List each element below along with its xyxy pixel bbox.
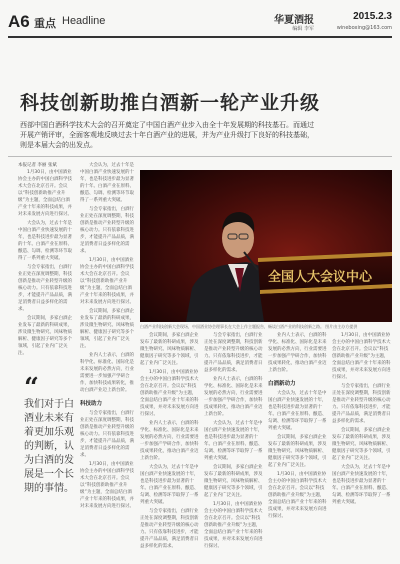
body-paragraph: 1月30日，由中国酒业协会主办的中国白酒科学技术大会在北京召开。会议以“科技创新助推产业升级”为主题，全面总结白酒产业十年来的科技成果，并对未来发展方向进行探讨。 [332,333,391,380]
article-lead: 西部中国白酒科学技术大会的召开奠定了中国白酒产业步入由全十年发展期的科技基石。而通过开展产销评审，全面客观地反映过去十年白酒产业的进展，并为产业升级打下良好的科技基础，则是本届大会的出发点。 [20,121,314,149]
body-paragraph: 业内人士表示，白酒的科学化、标准化、国际化是未来发展的必然方向，行业需要进一步加强产学研合作，加快科技成果转化，推动白酒产业迈上新台阶。 [140,421,199,461]
body-paragraph: 业内人士表示，白酒的科学化、标准化、国际化是未来发展的必然方向，行业需要进一步加强产学研合作，加快科技成果转化，推动白酒产业迈上新台阶。 [80,353,134,393]
body-paragraph: 与会专家指出，白酒行业正处在深度调整期，科技创新是推动产业转型升级的核心动力。只有依靠科技进步，才能提升产品品质，满足消费者日益多样化的需求。 [80,411,134,458]
byline: 本报记者 李丽 张斌 [18,163,57,168]
pull-quote-text: 我们对于白酒业未来有着更加乐观的判断，认为白酒的发展是一个长期的事情。 [24,399,74,494]
body-paragraph: 会议期间，多家白酒企业发布了最新的科研成果，涉及微生物研究、风味物质解析、健康因子研究等多个领域，引起了业内广泛关注。 [18,316,72,356]
body-paragraph: 大会认为，过去十年是中国白酒产业快速发展的十年，也是科技进步最为显著的十年。白酒产业在原料、酿造、勾调、检测等环节取得了一系列重大突破。 [80,163,134,203]
banner-text: 全国人大会议中心 [268,270,373,285]
article-column-2 [80,162,136,548]
pull-quote [24,373,82,496]
body-paragraph: 会议期间，多家白酒企业发布了最新的科研成果，涉及微生物研究、风味物质解析、健康因子研究等多个领域，引起了业内广泛关注。 [140,333,199,366]
body-paragraph: 大会认为，过去十年是中国白酒产业快速发展的十年，也是科技进步最为显著的十年。白酒产业在原料、酿造、勾调、检测等环节取得了一系列重大突破。 [332,465,391,505]
article-column-3 [140,332,200,554]
divider [8,156,392,157]
article-column-5 [268,332,328,554]
quote-mark-icon: “ [24,373,39,403]
body-paragraph: 1月30日，由中国酒业协会主办的中国白酒科学技术大会在北京召开。会议以“科技创新助推产业升级”为主题，全面总结白酒产业十年来的科技成果，并对未来发展方向进行探讨。 [80,258,134,305]
section-name: 重点 [34,17,56,30]
body-paragraph: 与会专家指出，白酒行业正处在深度调整期，科技创新是推动产业转型升级的核心动力。只有依靠科技进步，才能提升产品品质，满足消费者日益多样化的需求。 [332,384,391,424]
article-headline: 科技创新助推白酒新一轮产业升级 [20,92,321,114]
editor-credit: 编辑 李军 [292,26,314,32]
body-paragraph: 1月30日，由中国酒业协会主办的中国白酒科学技术大会在北京召开。会议以“科技创新助推产业升级”为主题，全面总结白酒产业十年来的科技成果，并对未来发展方向进行探讨。 [140,370,199,417]
body-paragraph: 业内人士表示，白酒的科学化、标准化、国际化是未来发展的必然方向，行业需要进一步加强产学研合作，加快科技成果转化，推动白酒产业迈上新台阶。 [204,377,263,417]
article-column-6 [332,332,392,554]
body-paragraph: 与会专家指出，白酒行业正处在深度调整期，科技创新是推动产业转型升级的核心动力。只有依靠科技进步，才能提升产品品质，满足消费者日益多样化的需求。 [80,207,134,254]
body-paragraph: 会议期间，多家白酒企业发布了最新的科研成果，涉及微生物研究、风味物质解析、健康因子研究等多个领域，引起了业内广泛关注。 [268,435,327,468]
body-paragraph: 1月30日，由中国酒业协会主办的中国白酒科学技术大会在北京召开。会议以“科技创新助推产业升级”为主题，全面总结白酒产业十年来的科技成果，并对未来发展方向进行探讨。 [18,170,72,217]
body-paragraph: 1月30日，由中国酒业协会主办的中国白酒科学技术大会在北京召开。会议以“科技创新助推产业升级”为主题，全面总结白酒产业十年来的科技成果，并对未来发展方向进行探讨。 [268,472,327,519]
body-paragraph: 会议期间，多家白酒企业发布了最新的科研成果，涉及微生物研究、风味物质解析、健康因子研究等多个领域，引起了业内广泛关注。 [80,309,134,349]
editor-email: wineboxing@163.com [336,25,392,31]
body-paragraph: 1月30日，由中国酒业协会主办的中国白酒科学技术大会在北京召开。会议以“科技创新助推产业升级”为主题，全面总结白酒产业十年来的科技成果，并对未来发展方向进行探讨。 [80,462,134,509]
body-paragraph: 1月30日，由中国酒业协会主办的中国白酒科学技术大会在北京召开。会议以“科技创新助推产业升级”为主题，全面总结白酒产业十年来的科技成果，并对未来发展方向进行探讨。 [204,502,263,549]
body-paragraph: 大会认为，过去十年是中国白酒产业快速发展的十年，也是科技进步最为显著的十年。白酒产业在原料、酿造、勾调、检测等环节取得了一系列重大突破。 [268,391,327,431]
body-paragraph: 大会认为，过去十年是中国白酒产业快速发展的十年，也是科技进步最为显著的十年。白酒产业在原料、酿造、勾调、检测等环节取得了一系列重大突破。 [140,465,199,505]
newspaper-logo: 华夏酒报 [274,15,314,26]
page-header [8,6,392,38]
subheading: 科技助力 [80,401,103,407]
issue-date: 2015.2.3 [353,11,392,22]
body-paragraph: 与会专家指出，白酒行业正处在深度调整期，科技创新是推动产业转型升级的核心动力。只有依靠科技进步，才能提升产品品质，满足消费者日益多样化的需求。 [18,265,72,312]
article-photo [140,170,392,322]
article-column-1 [18,162,74,362]
body-paragraph: 与会专家指出，白酒行业正处在深度调整期，科技创新是推动产业转型升级的核心动力。只有依靠科技进步，才能提升产品品质，满足消费者日益多样化的需求。 [140,509,199,549]
section-name-english: Headline [62,15,106,27]
speaker-photo [140,170,392,322]
body-paragraph: 大会认为，过去十年是中国白酒产业快速发展的十年，也是科技进步最为显著的十年。白酒产业在原料、酿造、勾调、检测等环节取得了一系列重大突破。 [18,221,72,261]
body-paragraph: 会议期间，多家白酒企业发布了最新的科研成果，涉及微生物研究、风味物质解析、健康因子研究等多个领域，引起了业内广泛关注。 [332,428,391,461]
body-paragraph: 会议期间，多家白酒企业发布了最新的科研成果，涉及微生物研究、风味物质解析、健康因子研究等多个领域，引起了业内广泛关注。 [204,465,263,498]
article-column-4 [204,332,264,554]
body-paragraph: 大会认为，过去十年是中国白酒产业快速发展的十年，也是科技进步最为显著的十年。白酒产业在原料、酿造、勾调、检测等环节取得了一系列重大突破。 [204,421,263,461]
body-paragraph: 业内人士表示，白酒的科学化、标准化、国际化是未来发展的必然方向，行业需要进一步加强产学研合作，加快科技成果转化，推动白酒产业迈上新台阶。 [268,333,327,373]
body-paragraph: 与会专家指出，白酒行业正处在深度调整期，科技创新是推动产业转型升级的核心动力。只有依靠科技进步，才能提升产品品质，满足消费者日益多样化的需求。 [204,333,263,373]
subheading: 白酒新动力 [268,381,296,387]
page-number: A6 [8,12,30,31]
photo-caption: 白酒产业科技创新大会现场，中国酒业协会理事长在大会上作主题报告，畅谈白酒产业的科技创新之路。 图片由主办方提供 [140,324,358,329]
